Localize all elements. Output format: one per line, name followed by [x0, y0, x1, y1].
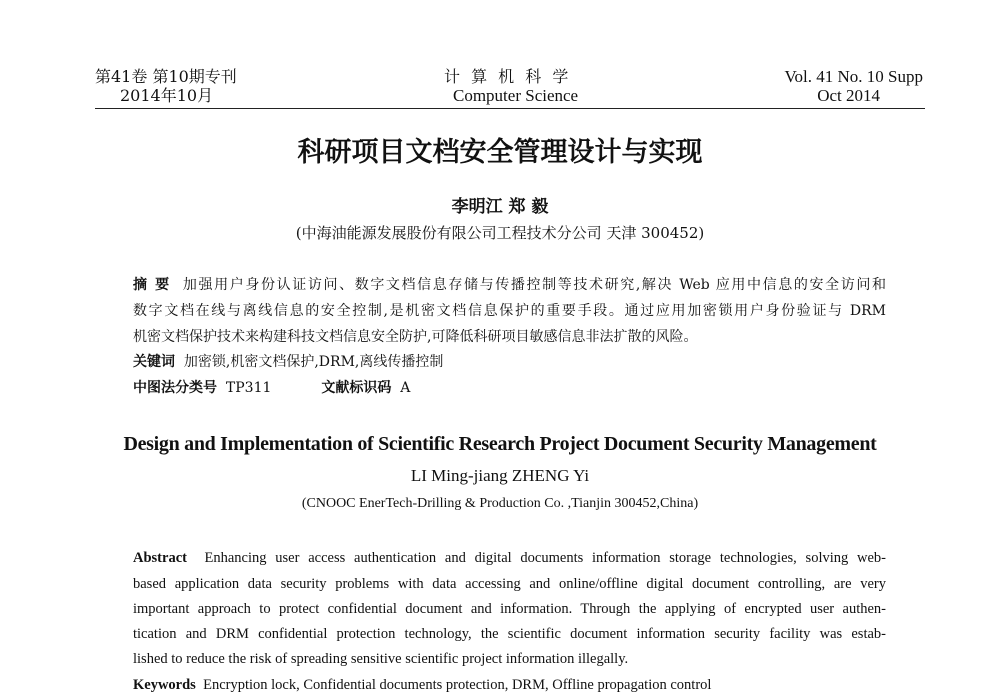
- keywords-cn-label: 关键词: [133, 354, 175, 370]
- abstract-cn-line: 机密文档保护技术来构建科技文档信息安全防护,可降低科研项目敏感信息非法扩散的风险。: [133, 329, 698, 345]
- clc-value: TP311: [225, 380, 272, 396]
- volume-en: Vol. 41 No. 10 Supp: [784, 67, 923, 86]
- abstract-cn-label: 摘 要: [133, 277, 171, 293]
- date-en: Oct 2014: [817, 86, 880, 105]
- affiliation-cn: (中海油能源发展股份有限公司工程技术分公司 天津 300452): [295, 224, 705, 242]
- keywords-cn-text: 加密锁,机密文档保护,DRM,离线传播控制: [183, 354, 444, 370]
- abstract-cn-line: 数字文档在线与离线信息的安全控制,是机密文档信息保护的重要手段。通过应用加密锁用户身份验证与 DRM: [133, 303, 886, 319]
- abstract-en-line: tication and DRM confidential protection technology, the scientific document information security facility was estab-: [133, 626, 886, 642]
- abstract-cn-text: 加强用户身份认证访问、数字文档信息存储与传播控制等技术研究,解决 Web 应用中信息的安全访问和: [182, 277, 886, 293]
- clc-label: 中图法分类号: [133, 380, 217, 396]
- classification: [133, 379, 886, 397]
- issue-date: 2014年10月: [120, 86, 214, 105]
- keywords-en: [133, 676, 886, 694]
- abstract-en-text: Enhancing user access authentication and digital documents information storage technologies, solving web-: [204, 550, 886, 566]
- abstract-en-line: [133, 549, 886, 567]
- doc-code-label: 文献标识码: [321, 380, 392, 396]
- journal-name-en: Computer Science: [453, 86, 579, 105]
- abstract-en-label: Abstract: [133, 550, 187, 566]
- authors-en: LI Ming-jiang ZHENG Yi: [410, 466, 590, 485]
- header-rule: [95, 108, 925, 109]
- journal-name-cn: 计 算 机 科 学: [444, 67, 572, 86]
- abstract-en-line: lished to reduce the risk of spreading sensitive scientific project information illegally.: [133, 651, 629, 667]
- keywords-en-label: Keywords: [133, 677, 196, 693]
- abstract-en-line: based application data security problems with data accessing and online/offline digital document controlling, are very: [133, 576, 886, 592]
- doc-code-value: A: [400, 380, 411, 396]
- keywords-en-text: Encryption lock, Confidential documents protection, DRM, Offline propagation control: [203, 677, 712, 693]
- title-cn: 科研项目文档安全管理设计与实现: [297, 137, 703, 168]
- abstract-en-line: important approach to protect confidential document and information. Through the applying of encrypted user authen-: [133, 601, 886, 617]
- affiliation-en: (CNOOC EnerTech-Drilling & Production Co. ,Tianjin 300452,China): [301, 496, 699, 511]
- authors-cn: 李明江 郑 毅: [451, 197, 549, 217]
- volume-issue: 第41卷 第10期专刊: [95, 67, 237, 86]
- title-en: Design and Implementation of Scientific Research Project Document Security Management: [123, 433, 877, 455]
- keywords-cn: [133, 353, 886, 371]
- abstract-cn-line: [133, 276, 886, 294]
